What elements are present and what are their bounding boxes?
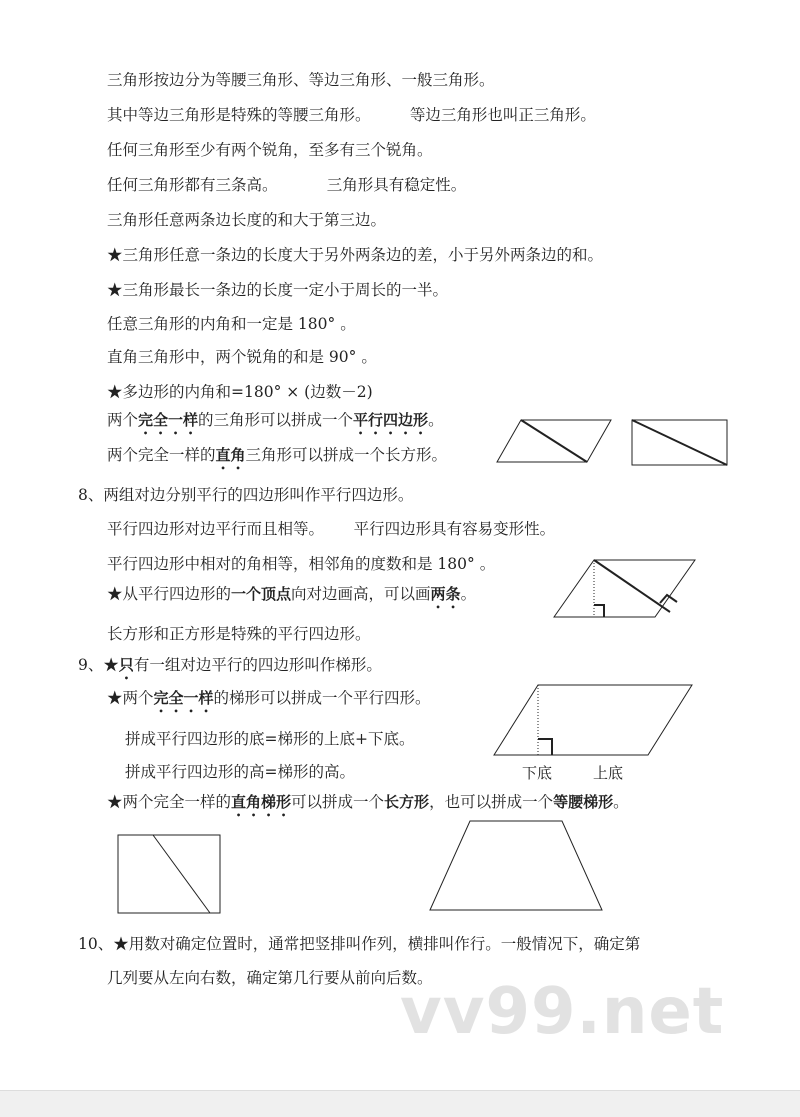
text-segment: 有一组对边平行的四边形叫作梯形。: [133, 656, 382, 674]
text-segment: 拼成平行四边形的高=梯形的高。: [125, 763, 355, 781]
bottom-base-label: 下底: [522, 764, 553, 782]
rectangle-from-right-triangles: [632, 420, 727, 465]
text-segment: 两个: [107, 411, 139, 429]
text-segment: ★从平行四边形的: [107, 585, 232, 603]
emphasized-text: 长方形: [384, 793, 430, 811]
text-segment: 三角形可以拼成一个长方形。: [245, 446, 448, 464]
text-segment: ★三角形任意一条边的长度大于另外两条边的差，小于另外两条边的和。: [107, 246, 604, 264]
emphasized-text: 完全一样: [153, 689, 214, 707]
text-segment: 任何三角形至少有两个锐角，至多有三个锐角。: [107, 141, 433, 159]
text-segment: ★两个: [107, 689, 154, 707]
text-segment: 平行四边形对边平行而且相等。 平行四边形具有容易变形性。: [107, 520, 556, 538]
emphasized-text: 等腰梯形: [553, 793, 614, 811]
text-segment: 。: [428, 411, 444, 429]
text-segment: ★两个完全一样的: [107, 793, 232, 811]
text-segment: 。: [460, 585, 477, 603]
text-segment: 。: [613, 793, 629, 811]
text-segment: 几列要从左向右数，确定第几行要从前向后数。: [107, 969, 433, 987]
text-segment: 三角形按边分为等腰三角形、等边三角形、一般三角形。: [107, 71, 495, 89]
isosceles-trapezoid: [430, 821, 602, 910]
top-base-label: 上底: [593, 764, 624, 782]
parallelogram-heights: [554, 560, 695, 617]
emphasized-text: 直角: [215, 446, 246, 464]
text-segment: 9、★: [78, 656, 119, 674]
text-segment: 的梯形可以拼成一个平行四形。: [213, 689, 431, 707]
text-segment: 平行四边形中相对的角相等，相邻角的度数和是 180° 。: [107, 555, 496, 573]
parallelogram-from-trapezoids: [494, 685, 692, 755]
text-segment: 直角三角形中，两个锐角的和是 90° 。: [107, 348, 377, 366]
text-segment: ★三角形最长一条边的长度一定小于周长的一半。: [107, 281, 449, 299]
text-segment: ★多边形的内角和=180° × (边数－2): [107, 383, 373, 401]
emphasized-text: 只: [118, 656, 134, 674]
text-segment: 拼成平行四边形的底=梯形的上底+下底。: [125, 730, 415, 748]
text-segment: 可以拼成一个: [291, 793, 385, 811]
text-segment: 的三角形可以拼成一个: [198, 411, 354, 429]
emphasized-text: 直角梯形: [231, 793, 292, 811]
parallelogram-from-triangles: [497, 420, 611, 462]
text-segment: 三角形任意两条边长度的和大于第三边。: [107, 211, 387, 229]
text-segment: 长方形和正方形是特殊的平行四边形。: [107, 625, 371, 643]
text-segment: 10、★用数对确定位置时，通常把竖排叫作列，横排叫作行。一般情况下，确定第: [78, 935, 641, 953]
text-segment: 向对边画高，可以画: [291, 585, 431, 603]
emphasized-text: 平行四边形: [353, 411, 429, 429]
text-segment: 两个完全一样的: [107, 446, 216, 464]
emphasized-text: 一个顶点: [231, 585, 292, 603]
page-bottom-bar: [0, 1090, 800, 1117]
text-segment: 任意三角形的内角和一定是 180° 。: [107, 315, 356, 333]
rectangle-from-right-trapezoids: [118, 835, 220, 913]
watermark: vv99.net: [400, 975, 725, 1049]
text-segment: 任何三角形都有三条高。 三角形具有稳定性。: [107, 176, 467, 194]
text-segment: 8、两组对边分别平行的四边形叫作平行四边形。: [78, 486, 414, 504]
emphasized-text: 两条: [430, 585, 461, 603]
emphasized-text: 完全一样: [138, 411, 199, 429]
text-segment: ，也可以拼成一个: [429, 793, 554, 811]
text-segment: 其中等边三角形是特殊的等腰三角形。 等边三角形也叫正三角形。: [107, 106, 596, 124]
